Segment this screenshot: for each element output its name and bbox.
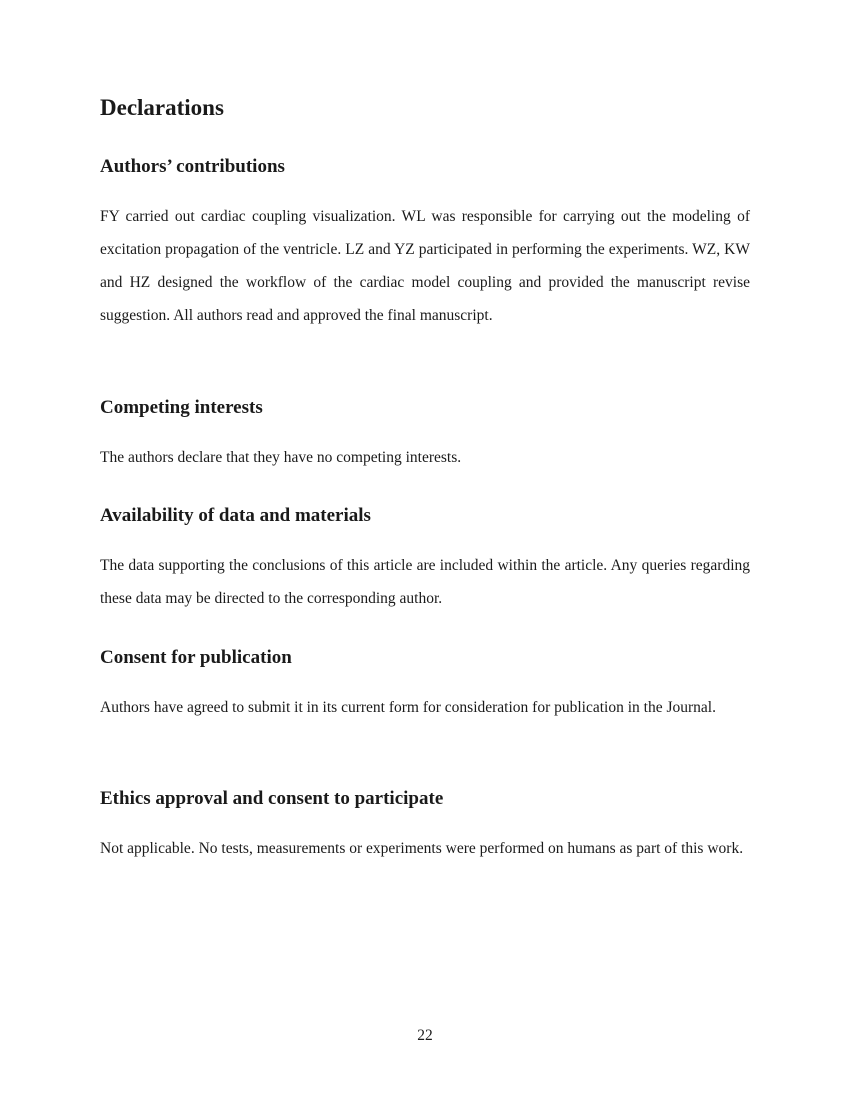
section-availability-of-data [100, 503, 750, 615]
section-competing-interests [100, 395, 750, 474]
section-ethics-approval [100, 786, 750, 865]
subsection-title: Availability of data and materials [100, 505, 371, 526]
section-heading-declarations: Declarations [100, 95, 224, 120]
subsection-title: Ethics approval and consent to participate [100, 788, 444, 809]
section-authors-contributions [100, 154, 750, 332]
subsection-body: Authors have agreed to submit it in its current form for consideration for publication in the Journal. [100, 699, 716, 716]
subsection-body: The data supporting the conclusions of this article are included within the article. Any queries regarding these data may be directed to the corresponding author. [100, 557, 750, 607]
subsection-title: Authors’ contributions [100, 156, 285, 177]
subsection-body: FY carried out cardiac coupling visualization. WL was responsible for carrying out the modeling of excitation propagation of the ventricle. LZ and YZ participated in performing the experiments. WZ, KW and HZ designed the workflow of the cardiac model coupling and provided the manuscript revise suggestion. All authors read and approved the final manuscript. [100, 208, 750, 324]
subsection-body: The authors declare that they have no competing interests. [100, 449, 462, 466]
subsection-title: Competing interests [100, 397, 263, 418]
page-number: 22 [417, 1027, 433, 1044]
subsection-body: Not applicable. No tests, measurements or experiments were performed on humans as part of this work. [100, 840, 744, 857]
section-consent-for-publication [100, 645, 750, 724]
subsection-title: Consent for publication [100, 647, 292, 668]
